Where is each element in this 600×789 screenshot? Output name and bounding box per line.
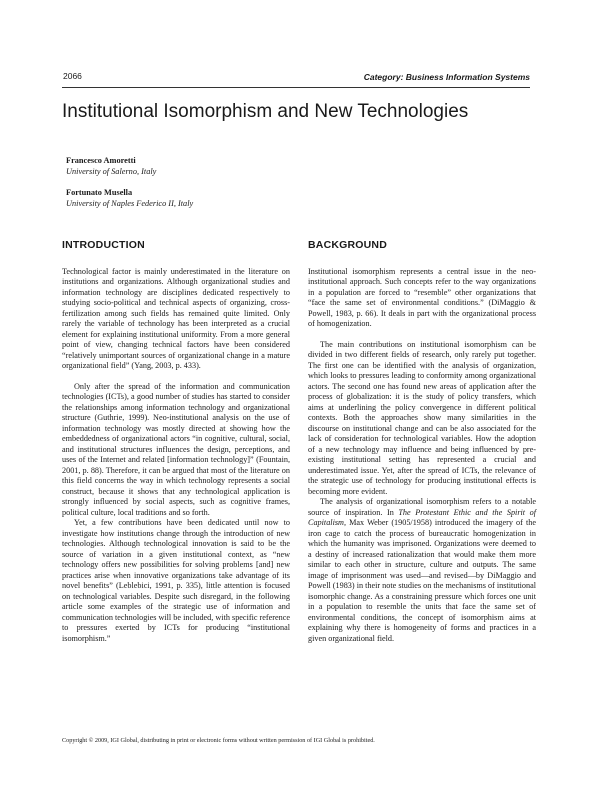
author-affiliation: University of Naples Federico II, Italy: [66, 199, 194, 208]
background-heading: BACKGROUND: [308, 239, 387, 251]
copyright-notice: Copyright © 2009, IGI Global, distributing in print or electronic forms without written permission of IGI Global is prohibited.: [62, 737, 375, 744]
author-block-2: [66, 187, 193, 209]
author-block-1: [66, 155, 156, 177]
article-title: Institutional Isomorphism and New Technologies: [62, 101, 469, 122]
introduction-column: [62, 240, 290, 644]
header-rule: [62, 87, 530, 88]
background-paragraph: [308, 497, 536, 644]
author-name: Francesco Amoretti: [66, 156, 136, 165]
intro-paragraph: Only after the spread of the information and communication technologies (ICTs), a good number of studies has started to consider the relationships among information technology and organizational structure (Guthrie, 1999). Neo-institutional analysis on the use of information technology was mostly directed at showing how the embeddedness of organizational actors “in cognitive, cultural, social, and institutional structures influences the design, perceptions, and uses of the Internet and related [information technology]” (Fountain, 2001, p. 88). Therefore, it can be argued that most of the literature on this field concerns the way in which technology represents a social construct, because it shows that any technological application is strongly influenced by social aspects, such as cognitive frames, political culture, local traditions and so forth.: [62, 381, 290, 517]
book-title: The Protestant Ethic and the Spirit of Capitalism,: [308, 507, 536, 527]
category-label: Category: Business Information Systems: [363, 72, 530, 82]
author-affiliation: University of Salerno, Italy: [66, 167, 157, 176]
author-name: Fortunato Musella: [66, 188, 133, 197]
background-paragraph: The main contributions on institutional isomorphism can be divided in two different fields of research, only rarely put together. The first one can be identified with the analysis of organization, which looks to pressures leading to conformity among organizational actors. The second one has found new areas of application after the process of globalization: it is the study of policy transfers, which aims at underlining the policy convergence in different political contexts. Both the approaches show many similarities in the discourse on institutional change and can be also associated for the lack of consideration for technological variables. How the adoption of a new technology may influence and being influenced by pre-existing institutional setting has represented a crucial and underestimated issue. Yet, after the spread of ICTs, the relevance of the strategic use of technology for producing institutional effects is becoming more evident.: [308, 339, 536, 496]
introduction-heading: INTRODUCTION: [62, 239, 145, 251]
background-paragraph: Institutional isomorphism represents a central issue in the neo-institutional approach. Such concepts refer to the way organizations in a population are forced to “resemble” other organizations that “face the same set of environmental conditions.” (DiMaggio & Powell, 1983, p. 66). It deals in part with the organizational process of homogenization.: [308, 266, 536, 328]
page-number: 2066: [63, 71, 82, 81]
text-run: Max Weber (1905/1958) introduced the imagery of the iron cage to catch the process of bureaucratic homogenization in which the humanity was imprisoned. Organizations were deemed to a destiny of increased rationalization that would make them more similar to each other in structure, culture and outputs. The same image of imprisonment was used—and revised—by DiMaggio and Powell (1983) in their note studies on the mechanisms of institutional isomorphic change. As a constraining pressure which forces one unit in a population to resemble the units that face the same set of environmental conditions, the concept of isomorphism aims at explaining why there is homogeneity of forms and practices in a given organizational field.: [308, 518, 536, 643]
intro-paragraph: Yet, a few contributions have been dedicated until now to investigate how institutions change through the introduction of new technologies. Although technological innovation is said to be the source of variation in a given institutional context, as “new technology offers new possibilities for solving problems [and] new practices arise when innovative organizations take advantage of its novel benefits” (Leblebici, 1991, p. 335), little attention is focused on technological variables. Despite such disregard, in the following article some examples of the strategic use of information and communication technologies will be included, with specific reference to pressures exerted by ICTs for producing “institutional isomorphism.”: [62, 518, 290, 643]
text-run: The analysis of organizational isomorphism refers to a notable source of inspiration. In: [308, 497, 536, 517]
background-column: [308, 240, 536, 644]
intro-paragraph: Technological factor is mainly underestimated in the literature on institutions and organizations. Although organizational studies and information technology are disciplines dedicated respectively to studying socio-political and technical aspects of organizing, cross-fertilization among such fields has remained quite limited. Only rarely the variable of technology has been interpreted as a crucial element for explaining institutional uniformity. From a more general point of view, changing technical factors have been considered “relatively unimportant sources of organizational change in a mature organizational field” (Yang, 2003, p. 433).: [62, 266, 290, 370]
